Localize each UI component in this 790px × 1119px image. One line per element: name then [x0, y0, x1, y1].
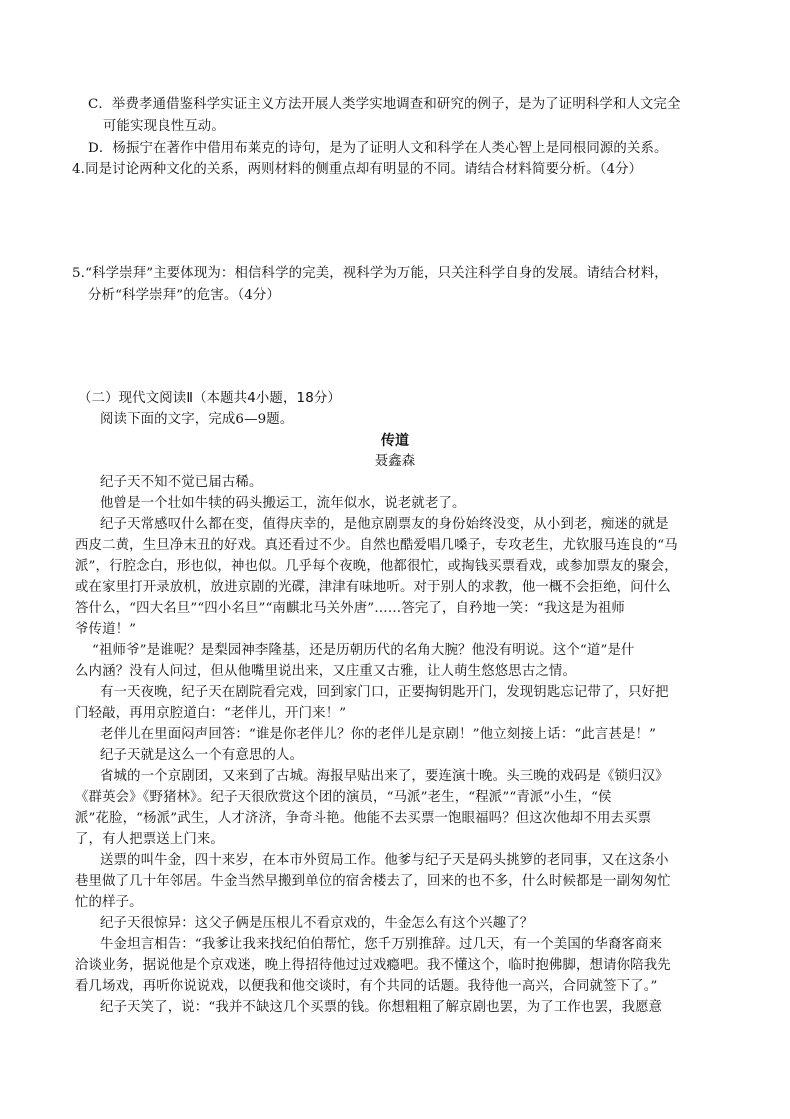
- article-line: 西皮二黄，生旦净末丑的好戏。真还看过不少。自然也酷爱唱几嗓子，专攻老生，尤钦服马连良的“马: [75, 538, 678, 553]
- article-line: 门轻敲，再用京腔道白：“老伴儿，开门来！”: [75, 706, 347, 721]
- article-author: 聂鑫森: [374, 454, 416, 469]
- article-line: 忙的样子。: [75, 895, 143, 910]
- article-line: 省城的一个京剧团，又来到了古城。海报早贴出来了，要连演十晚。头三晚的戏码是《锁归汉》: [100, 769, 669, 784]
- option-d-line: D．杨振宁在著作中借用布莱克的诗句，是为了证明人文和科学在人类心智上是同根同源的关系。: [88, 141, 668, 156]
- question-5-line-2: 分析“科学崇拜”的危害。（4分）: [88, 288, 280, 303]
- question-4: 4.同是讨论两种文化的关系，两则材料的侧重点却有明显的不同。请结合材料简要分析。（4分）: [72, 162, 643, 177]
- article-line: 看几场戏，再听你说说戏，以便我和他交谈时，有个共同的话题。我待他一高兴，合同就签下了。”: [75, 979, 658, 994]
- article-line: 或在家里打开录放机，放进京剧的光碟，津津有味地听。对于别人的求教，他一概不会拒绝，问什么: [75, 580, 671, 595]
- article-line: 送票的叫牛金，四十来岁，在本市外贸局工作。他爹与纪子天是码头挑箩的老同事，又在这条小: [100, 853, 669, 868]
- article-line: 洽谈业务，据说他是个京戏迷，晚上得招待他过过戏瘾吧。我不懂这个，临时抱佛脚，想请你陪我先: [75, 958, 671, 973]
- article-line: 《群英会》《野猪林》。纪子天很欣赏这个团的演员，“马派”老生，“程派”“青派”小生，“侯: [75, 790, 612, 805]
- article-line: “祖师爷”是谁呢？是梨园神李隆基，还是历朝历代的名角大腕？他没有明说。这个“道”是什: [92, 643, 635, 658]
- article-line: 老伴儿在里面闷声回答：“谁是你老伴儿？你的老伴儿是京剧！”他立刻接上话：“此言甚是！”: [100, 727, 657, 742]
- article-line: 派”，行腔念白，形也似，神也似。几乎每个夜晚，他都很忙，或掏钱买票看戏，或参加票友的聚会，: [75, 559, 678, 574]
- article-line: 纪子天笑了，说：“我并不缺这几个买票的钱。你想粗粗了解京剧也罢，为了工作也罢，我愿意: [100, 1000, 663, 1015]
- article-line: 么内涵？没有人问过，但从他嘴里说出来，又庄重又古雅，让人萌生悠悠思古之情。: [75, 664, 577, 679]
- article-line: 巷里做了几十年邻居。牛金当然早搬到单位的宿舍楼去了，回来的也不多，什么时候都是一副匆匆忙: [75, 874, 671, 889]
- section-instruction: 阅读下面的文字，完成6—9题。: [100, 412, 294, 427]
- option-c-line-1: C．举费孝通借鉴科学实证主义方法开展人类学实地调查和研究的例子，是为了证明科学和人文完全: [88, 97, 681, 112]
- question-5-line-1: 5.“科学崇拜”主要体现为：相信科学的完美，视科学为万能，只关注科学自身的发展。请结合材料，: [72, 266, 668, 281]
- article-line: 纪子天常感叹什么都在变，值得庆幸的，是他京剧票友的身份始终没变，从小到老，痴迷的就是: [100, 517, 669, 532]
- article-line: 爷传道！”: [75, 622, 137, 637]
- article-line: 派”花脸，“杨派”武生，人才济济，争奇斗艳。他能不去买票一饱眼福吗？但这次他却不用去买票: [75, 811, 652, 826]
- article-line: 答什么，“四大名旦”“四小名旦”“南麒北马关外唐”……答完了，自矜地一笑：“我这是为祖师: [75, 601, 625, 616]
- article-title: 传道: [380, 433, 410, 449]
- article-line: 有一天夜晚，纪子天在剧院看完戏，回到家门口，正要掏钥匙开门，发现钥匙忘记带了，只好把: [100, 685, 669, 700]
- article-line: 他曾是一个壮如牛犊的码头搬运工，流年似水，说老就老了。: [100, 496, 466, 511]
- article-line: 纪子天很惊异：这父子俩是压根儿不看京戏的，牛金怎么有这个兴趣了？: [100, 916, 534, 931]
- article-line: 纪子天不知不觉已届古稀。: [100, 475, 263, 490]
- article-line: 了，有人把票送上门来。: [75, 832, 224, 847]
- article-line: 纪子天就是这么一个有意思的人。: [100, 748, 304, 763]
- article-line: 牛金坦言相告：“我爹让我来找纪伯伯帮忙，您千万别推辞。过几天，有一个美国的华裔客商来: [100, 937, 663, 952]
- option-c-line-2: 可能实现良性互动。: [103, 119, 225, 134]
- section-heading: （二）现代文阅读Ⅱ（本题共4小题，18分）: [78, 391, 341, 406]
